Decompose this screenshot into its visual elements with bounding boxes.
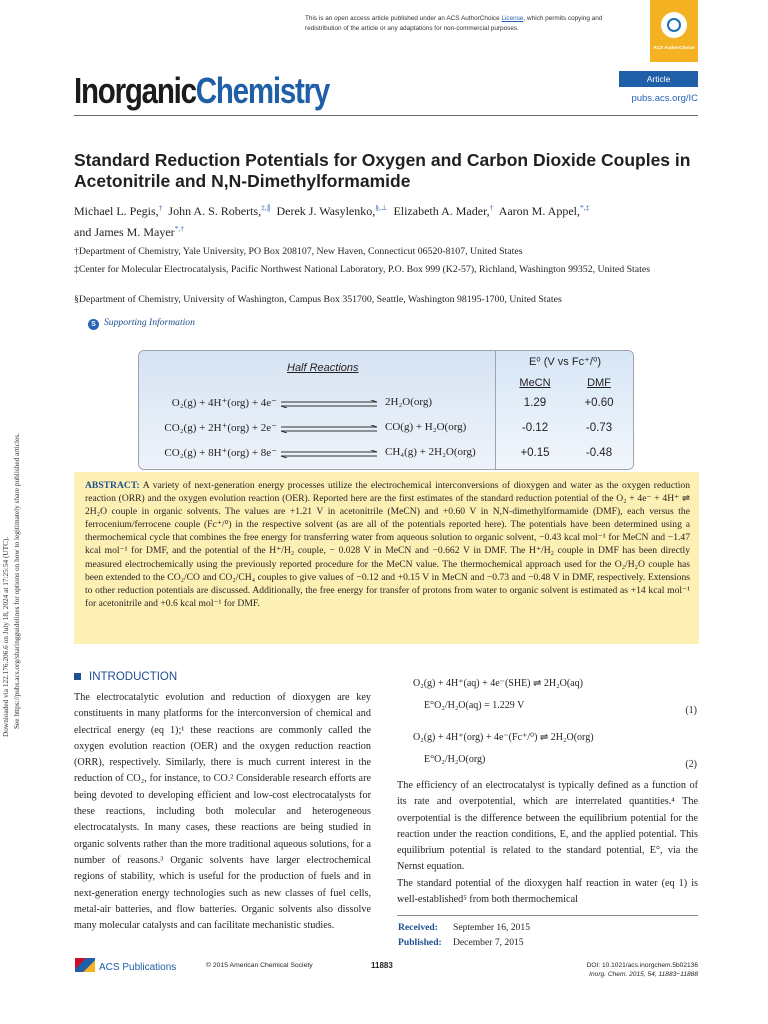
header-divider bbox=[74, 115, 698, 116]
author: John A. S. Roberts, bbox=[168, 204, 262, 218]
author: Aaron M. Appel, bbox=[498, 204, 581, 218]
potentials-panel bbox=[495, 351, 634, 469]
equation-reaction: O₂(g) + 4H⁺(org) + 4e⁻(Fc⁺/⁰) ⇌ 2H₂O(org) bbox=[413, 732, 594, 743]
equation-potential: E°O₂/H₂O(aq) = 1.229 V bbox=[424, 700, 525, 711]
equilibrium-arrow-icon bbox=[279, 450, 379, 458]
reaction-left: CO₂(g) + 8H⁺(org) + 8e⁻ bbox=[164, 447, 277, 459]
acs-publications-logo[interactable]: ACS Publications bbox=[75, 958, 176, 973]
dates-divider bbox=[397, 915, 698, 916]
doi-citation bbox=[540, 961, 698, 979]
author-list: Michael L. Pegis,† John A. S. Roberts,‡,∥ Derek J. Wasylenko,§,⊥ Elizabeth A. Mader,† Aaron M. Appel,*,‡ and James M. Mayer*,† bbox=[74, 203, 590, 239]
article-type-tag: Article bbox=[619, 71, 698, 87]
potential-value: +0.15 bbox=[520, 447, 550, 459]
journal-logo[interactable]: InorganicChemistry bbox=[74, 70, 330, 111]
equation-number[interactable]: (2) bbox=[685, 759, 697, 770]
copyright: © 2015 American Chemical Society bbox=[206, 962, 313, 969]
received-label: Received: bbox=[398, 922, 438, 933]
half-reactions-panel bbox=[139, 351, 495, 469]
half-reactions-header: Half Reactions bbox=[287, 362, 359, 374]
introduction-paragraph: The electrocatalytic evolution and reduction of dioxygen are key constituents in many platforms for the interconversion of chemical and electrical energy (eq 1);¹ these reactions are commonly called the oxygen evolution reaction (OER) and the oxygen reduction reaction (ORR), respectively. Similarly, there is much current interest in the reduction of CO₂, for instance, to CO.² Considerable research efforts are being devoted to developing efficient and low-cost electrocatalysts for these reactions, including both molecular and heterogeneous electrocatalysts. In many cases, these reactions are being studied in organic solvents rather than the more traditional aqueous solutions, for a number of reasons.³ Organic solvents have larger electrochemical regions of stability, which is useful for the production of fuels and in next-generation energy technologies such as new classes of fuel cells, metal-air batteries, and flow batteries. Organic solvents also dissolve many molecular catalysts and can facilitate mechanistic studies. bbox=[74, 692, 371, 932]
affiliation: §Department of Chemistry, University of Washington, Campus Box 351700, Seattle, Washington 98195-1700, United States bbox=[74, 294, 562, 305]
reaction-right: 2H₂O(org) bbox=[385, 396, 433, 408]
open-access-icon bbox=[661, 12, 687, 38]
reaction-left: O₂(g) + 4H⁺(org) + 4e⁻ bbox=[171, 397, 277, 409]
reaction-right: CH₄(g) + 2H₂O(org) bbox=[385, 446, 476, 458]
equation-potential: E°O₂/H₂O(org) bbox=[424, 754, 486, 765]
abstract-graphic bbox=[138, 350, 634, 470]
potential-value: -0.48 bbox=[585, 447, 613, 459]
equation-number[interactable]: (1) bbox=[685, 705, 697, 716]
body-paragraph: The efficiency of an electrocatalyst is typically defined as a function of its rate and overpotential, which are interrelated quantities.⁴ The overpotential is the difference between the equilibrium potential for the reaction under the reaction conditions, E, and the applied potential. This equilibrium potential is related to the standard potential, E°, via the Nernst equation. The standard potential of the dioxygen half reaction in water (eq 1) is well-established⁵ from both thermochemical bbox=[397, 780, 698, 906]
equilibrium-arrow-icon bbox=[279, 400, 379, 408]
page-number: 11883 bbox=[371, 961, 393, 970]
published-date: December 7, 2015 bbox=[453, 937, 524, 948]
section-bullet-icon bbox=[74, 673, 81, 680]
column-dmf: DMF bbox=[587, 377, 611, 389]
equation-reaction: O₂(g) + 4H⁺(aq) + 4e⁻(SHE) ⇌ 2H₂O(aq) bbox=[413, 678, 583, 689]
doi-link[interactable]: DOI: 10.1021/acs.inorgchem.5b02136 bbox=[586, 962, 698, 969]
author: Michael L. Pegis, bbox=[74, 204, 159, 218]
license-link[interactable]: License bbox=[501, 15, 524, 22]
acs-authorchoice-badge[interactable] bbox=[650, 0, 698, 62]
journal-url-link[interactable]: pubs.acs.org/IC bbox=[631, 93, 698, 104]
potential-value: -0.73 bbox=[585, 422, 613, 434]
abstract: ABSTRACT: A variety of next-generation energy processes utilize the electrochemical interconversions of dioxygen and water as the oxygen reduction reaction (ORR) and the oxygen evolution reaction (OER). Reported here are the first estimates of the standard reduction potential of the O₂ + 4e⁻ + 4H⁺ ⇌ 2H₂O couple in organic solvents. The values are +1.21 V in acetonitrile (MeCN) and +0.60 V in N,N-dimethylformamide (DMF), each versus the ferrocenium/ferrocene couple (Fc⁺/⁰) in the respective solvent (as are all of the potentials reported here). The potentials have been determined using a thermochemical cycle that combines the free energy for transferring water from aqueous solution to organic solvent, −0.43 kcal mol⁻¹ for MeCN and −1.47 kcal mol⁻¹ for DMF, and the potential of the H⁺/H₂ couple, − 0.028 V in MeCN and −0.662 V in DMF. The H⁺/H₂ couple in DMF has been directly measured electrochemically using the previously reported procedure for the MeCN value. The thermochemical approach used for the O₂/H₂O couple has been extended to the CO₂/CO and CO₂/CH₄ couples to give values of −0.12 and +0.15 V in MeCN and −0.73 and −0.48 V in DMF, respectively. Extensions to other reduction potentials are discussed. Additionally, the free energy for transfer of protons from water to organic solvent is estimated as +14 kcal mol⁻¹ for acetonitrile and +0.6 kcal mol⁻¹ for DMF. bbox=[85, 480, 690, 609]
supporting-information-link[interactable]: S Supporting Information bbox=[88, 317, 195, 330]
paper-title: Standard Reduction Potentials for Oxygen and Carbon Dioxide Couples in Acetonitrile and N,N-Dimethylformamide bbox=[74, 150, 691, 191]
affiliation: †Department of Chemistry, Yale University, PO Box 208107, New Haven, Connecticut 06520-8107, United States bbox=[74, 246, 523, 257]
author: Derek J. Wasylenko, bbox=[276, 204, 376, 218]
reaction-right: CO(g) + H₂O(org) bbox=[385, 421, 467, 433]
abstract-label: ABSTRACT: bbox=[85, 480, 140, 491]
download-stamp: Downloaded via 122.176.206.6 on July 18, 2024 at 17:25:54 (UTC). See https://pubs.acs.org/sharingguidelines for options on how to legitimately share published articles. bbox=[1, 433, 21, 737]
potential-header: E⁰ (V vs Fc⁺/⁰) bbox=[528, 356, 602, 368]
potential-value: -0.12 bbox=[521, 422, 549, 434]
reaction-left: CO₂(g) + 2H⁺(org) + 2e⁻ bbox=[164, 422, 277, 434]
column-mecn: MeCN bbox=[519, 377, 551, 389]
publication-dates bbox=[398, 920, 530, 950]
potential-value: +0.60 bbox=[584, 397, 614, 409]
equilibrium-arrow-icon bbox=[279, 425, 379, 433]
open-access-notice: This is an open access article published under an ACS AuthorChoice License, which permits copying and redistribution of the article or any adaptations for non-commercial purposes. bbox=[305, 15, 603, 32]
author: and James M. Mayer bbox=[74, 225, 175, 239]
affiliation: ‡Center for Molecular Electrocatalysis, Pacific Northwest National Laboratory, P.O. Box 999 (K2-57), Richland, Washington 99352, United States bbox=[74, 264, 651, 275]
received-date: September 16, 2015 bbox=[453, 922, 531, 933]
acs-hexagon-icon bbox=[75, 958, 95, 972]
section-heading-introduction: INTRODUCTION bbox=[74, 671, 177, 683]
supporting-info-icon: S bbox=[88, 319, 99, 330]
badge-label: ACS AuthorChoice bbox=[653, 45, 695, 50]
author: Elizabeth A. Mader, bbox=[393, 204, 490, 218]
potential-value: 1.29 bbox=[523, 397, 547, 409]
published-label: Published: bbox=[398, 937, 442, 948]
citation: Inorg. Chem. 2015, 54, 11883−11888 bbox=[589, 971, 698, 978]
